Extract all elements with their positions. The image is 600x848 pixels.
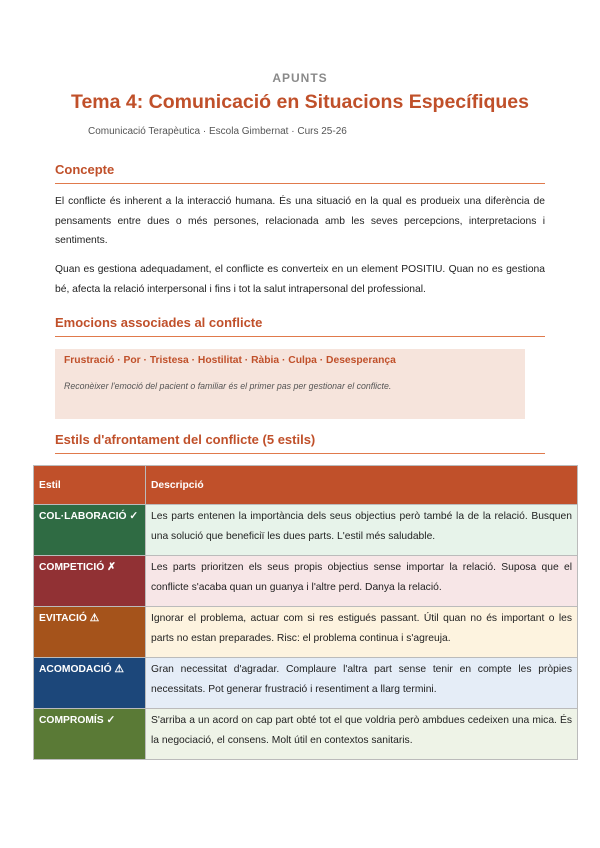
column-header-descripcio: Descripció (146, 466, 578, 505)
emotions-callout (55, 349, 525, 419)
style-description: S'arriba a un acord on cap part obté tot el que voldria però ambdues cedeixen una mica. És la negociació, el consens. Molt útil en contextos sanitaris. (146, 709, 578, 760)
style-name: EVITACIÓ ⚠ (34, 607, 146, 658)
page-subtitle: Comunicació Terapèutica · Escola Gimbernat · Curs 25-26 (88, 126, 347, 137)
table-row (34, 607, 578, 658)
emotions-list: Frustració · Por · Tristesa · Hostilitat · Ràbia · Culpa · Desesperança (64, 355, 396, 366)
section-heading-concepte: Concepte (55, 162, 545, 184)
style-description: Gran necessitat d'agradar. Complaure l'altra part sense tenir en compte les pròpies necessitats. Pot generar frustració i resentiment a llarg termini. (146, 658, 578, 709)
emotions-note: Reconèixer l'emoció del pacient o familiar és el primer pas per gestionar el conflicte. (64, 381, 392, 391)
style-name: COMPROMÍS ✓ (34, 709, 146, 760)
style-description: Les parts entenen la importància dels seus objectius però també la de la relació. Busquen una solució que beneficiï les dues parts. L'estil més saludable. (146, 505, 578, 556)
style-description: Les parts prioritzen els seus propis objectius sense importar la relació. Suposa que el conflicte s'acaba quan un guanya i l'altre perd. Danya la relació. (146, 556, 578, 607)
document-kicker: APUNTS (272, 71, 328, 85)
table-header-row (34, 466, 578, 505)
table-row (34, 505, 578, 556)
section-heading-emocions: Emocions associades al conflicte (55, 315, 545, 337)
style-name: COMPETICIÓ ✗ (34, 556, 146, 607)
style-name: ACOMODACIÓ ⚠ (34, 658, 146, 709)
table-row (34, 658, 578, 709)
style-name: COL·LABORACIÓ ✓ (34, 505, 146, 556)
concepte-paragraph-2: Quan es gestiona adequadament, el conflicte es converteix en un element POSITIU. Quan no es gestiona bé, afecta la relació interpersonal i fins i tot la salut intrapersonal del professional. (55, 264, 545, 295)
column-header-estil: Estil (34, 466, 146, 505)
table-row (34, 556, 578, 607)
table-row (34, 709, 578, 760)
conflict-styles-table (33, 465, 578, 760)
section-heading-estils: Estils d'afrontament del conflicte (5 estils) (55, 432, 545, 454)
style-description: Ignorar el problema, actuar com si res estigués passant. Útil quan no és important o les parts no estan preparades. Risc: el problema continua i s'agreuja. (146, 607, 578, 658)
concepte-paragraph-1: El conflicte és inherent a la interacció humana. És una situació en la qual es produeix una diferència de pensaments entre dues o més persones, relacionada amb les seves percepcions, interpretacions i sentiments. (55, 196, 545, 246)
page-title: Tema 4: Comunicació en Situacions Específiques (70, 91, 529, 113)
